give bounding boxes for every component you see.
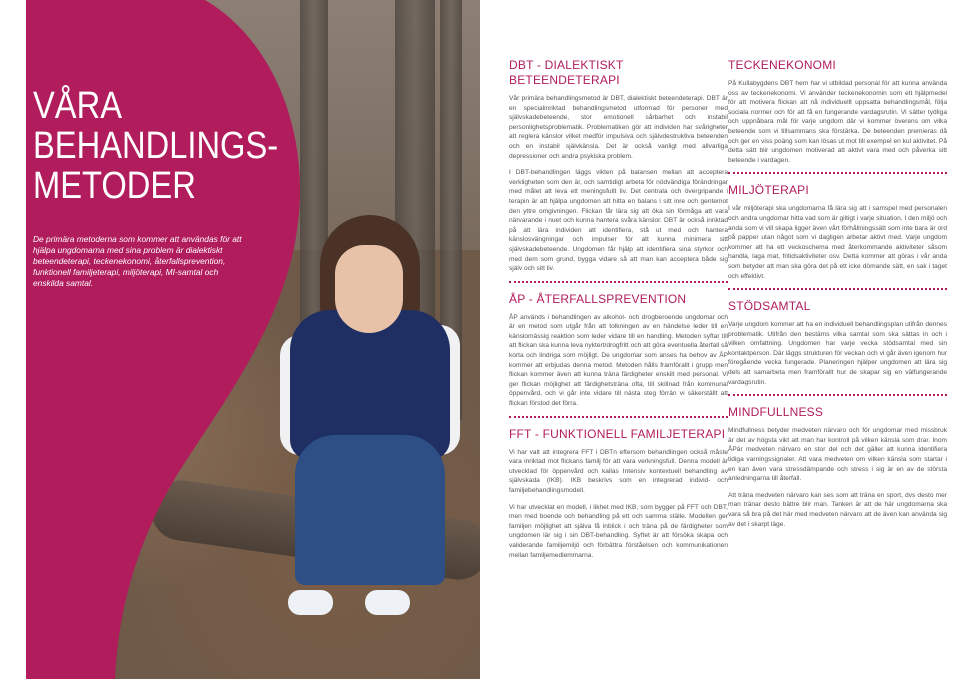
dotted-divider — [728, 288, 947, 290]
paragraph: Vi har valt att integrera FFT i DBTn eftersom behandlingen också måste vara inriktad mot flickans familj för att vara verkningsfull. Denna modell är utvecklad för öppenvård och kallas Intensiv kontextuell behandling av självskada (IKB). IKB beskrivs som en integrerad individ- och familjebehandlingsmodell. — [509, 448, 728, 494]
paragraph: Vår primära behandlingsmetod är DBT, dialektiskt beteendeterapi. DBT är en specialinriktad behandlingsmetod utformad för personer med självskadebeteende, stor emotionell sårbarhet och instabil personlighetsproblematik. Problematiken gör att individen har svårigheter att reglera känslor vilket medför impulsiva och självdestruktiva beteenden och en instabil självkänsla. Det är också vanligt med allvarliga depressioner och andra psykiska problem. — [509, 95, 728, 160]
paragraph: På Kullabygdens DBT hem har vi utbildad personal för att kunna använda oss av teckenekonomi. Vi använder teckenekonomin som ett hjälpmedel för att motivera flickan att nå individuellt uppsatta behandlingsmål, följa sociala normer och för att få en fungerande vardagsrutin. Vi sätter tydliga och uppnåbara mål för varje ungdom där vi kommer överens om vilka beteende som vi tillsammans ska förstärka. De beteenden premieras då och ger en viss poäng som kan lösas ut mot till exempel en kul aktivitet. På detta sätt blir ungdomen motiverad att aktivt vara med och påverka sitt beteende i vardagen. — [728, 80, 947, 164]
title-accent-bar — [18, 93, 23, 205]
dotted-divider — [509, 281, 728, 283]
section-heading: MILJÖTERAPI — [728, 183, 809, 198]
paragraph: Vi har utvecklat en modell, i likhet med IKB, som bygger på FFT och DBT, men med boende och behandling på ett och samma ställe. Modellen ger familjen möjlighet att själva få inblick i och träna på de färdigheter som ungdomen lär sig i sin DBT-behandling. Syftet är att försöka skapa och validerande familjemiljö och förbättra förståelsen och kommunikationen mellan familjemedlemmarna. — [509, 503, 728, 559]
page-title: VÅRA BEHANDLINGS- METODER — [33, 85, 279, 207]
section-heading: TECKENEKONOMI — [728, 58, 836, 72]
section-heading: MINDFULLNESS — [728, 405, 824, 420]
section-mindfullness — [728, 405, 947, 529]
section-heading: STÖDSAMTAL — [728, 299, 811, 314]
section-heading: ÅP - ÅTERFALLSPREVENTION — [509, 291, 687, 306]
section-teckenekonomi — [728, 58, 947, 165]
paragraph: I vår miljöterapi ska ungdomarna få lära sig att i samspel med personalen och andra ungdomar hitta vad som är giltigt i varje situation. I den miljö och anda som vi vill skapa ligger även vårt förhållningssätt som inte bara är ord på papper utan något som vi dagligen arbetar aktivt med. Varje ungdom kommer att ha ett veckoschema med återkommande aktiviteter såsom handla, laga mat, fritidsaktiviteter osv. Detta kommer att göras i vår anda som betyder att man ska göra det på ett icke dömande sätt, en sak i taget och effektivt. — [728, 205, 947, 280]
section-ap — [509, 292, 728, 409]
paragraph: ÅP används i behandlingen av alkohol- och drogberoende ungdomar och är en metod som utgår från att tolkningen av en händelse leder till en känslomässig reaktion som leder vidare till en handling. Metoden syftar till att flickan ska kunna leva nyktert/drogfritt och att göra eventuella återfall så korta och lindriga som möjligt. De ungdomar som anses ha behov av ÅP kommer att erbjudas denna metod. Metoden hålls framförallt i grupp men flickan kommer även att kunna träna färdigheter enskilt med personal. Vi ger flickan möjlighet att färdighetsträna ofta, till skillnad från kommunal öppenvård, och vi går inte vidare till nästa steg förrän vi säkerställt att flickan förstod det förra. — [509, 313, 728, 408]
column-left — [509, 58, 728, 567]
column-right — [728, 58, 947, 536]
intro-text: De primära metoderna som kommer att användas för att hjälpa ungdomarna med sina problem är dialektiskt beteendeterapi, teckenekonomi, återfallsprevention, funktionell familjeterapi, miljöterapi, MI-samtal och enskilda samtal. — [33, 234, 242, 288]
paragraph: Varje ungdom kommer att ha en individuell behandlingsplan utifrån dennes problematik. Utifrån den bestäms vilka samtal som ska sättas in och i vilken omfattning. Ungdomen har varje vecka stödsamtal med sin kontaktperson. Där läggs strukturen för veckan och vi går även igenom hur föregående vecka fungerade. Planeringen hjälper ungdomen att lära sig dels att samarbeta men framförallt hur de skapar sig en välfungerande vardagsrutin. — [728, 321, 947, 386]
section-dbt — [509, 58, 728, 274]
dotted-divider — [509, 416, 728, 418]
paragraph: I DBT-behandlingen läggs vikten på balansen mellan att acceptera verkligheten som den är, och samtidigt arbeta för nödvändiga förändringar med målet att leva ett meningsfullt liv. Det centrala och övergripande i terapin är att hjälpa ungdomen att hitta en balans i sitt inre och gentemot den yttre omgivningen. Flickan får lära sig att öka sin förmåga att vara närvarande i nuet och kunna hantera svåra känslor. DBT är också inriktad på att lära individen att identifiera, stå ut med och hantera känslosvängningar och impulser för att kunna minimera sitt självskadebeteende. Ungdomen får hjälp att identifiera sina styrkor och med dem som grund, bygga vidare så att man kan acceptera både sig själv och sitt liv. — [509, 169, 728, 273]
paragraph: Mindfullness betyder medveten närvaro och för ungdomar med missbruk är det av högsta vikt att man har kontroll på vilken känsla som drar. Inom ÅPär medveten närvaro en stor del och det gäller att kunna identifiera tidiga varningssignaler. Att vara medveten om vilken känsla som startar i en kan även vara stressdämpande och stress i sig är en av de största anledningarna till återfall. — [728, 427, 947, 483]
dotted-divider — [728, 394, 947, 396]
section-heading: DBT - DIALEKTISKT BETEENDETERAPI — [509, 58, 624, 87]
section-stodsamtal — [728, 299, 947, 387]
paragraph: Att träna medveten närvaro kan ses som att träna en sport, dvs desto mer man tränar desto bättre blir man. Tanken är att de här ungdomarna ska vara så bra på det här med medveten närvaro att de även kan använda sig av det i skarpt läge. — [728, 491, 947, 528]
section-miljoterapi — [728, 183, 947, 281]
section-heading: FFT - FUNKTIONELL FAMILJETERAPI — [509, 426, 726, 441]
dotted-divider — [728, 172, 947, 174]
section-fft — [509, 427, 728, 561]
